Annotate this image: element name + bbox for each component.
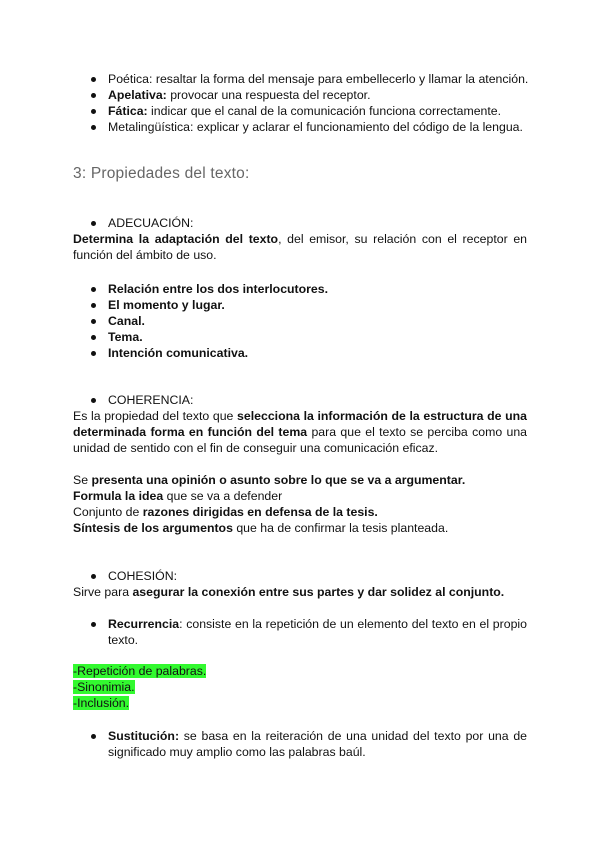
coherencia-line: Formula la idea que se va a defender [73,489,283,503]
list-item: Apelativa: provocar una respuesta del receptor. [108,88,371,102]
highlight-line: -Repetición de palabras. [73,664,207,678]
list-item: El momento y lugar. [108,298,225,312]
list-item: Intención comunicativa. [108,346,249,360]
section-heading: 3: Propiedades del texto: [73,165,250,182]
bullet [91,398,96,403]
list-item: Relación entre los dos interlocutores. [108,282,329,296]
bullet [91,734,96,739]
coherencia-line: Conjunto de razones dirigidas en defensa de la tesis. [73,505,378,519]
highlight-line: -Inclusión. [73,696,130,710]
list-item: Poética: resaltar la forma del mensaje para embellecerlo y llamar la atención. [108,72,529,86]
coherencia-line: Síntesis de los argumentos que ha de confirmar la tesis planteada. [73,521,449,535]
bullet [91,319,96,324]
bullet [91,351,96,356]
list-item: Tema. [108,330,143,344]
list-item: Canal. [108,314,145,328]
bullet [91,335,96,340]
adecuacion-definition: Determina la adaptación del texto, del emisor, su relación con el receptor en función del ámbito de uso. [73,232,528,262]
list-item: Fática: indicar que el canal de la comunicación funciona correctamente. [108,104,502,118]
list-item: Metalingüística: explicar y aclarar el funcionamiento del código de la lengua. [108,120,523,134]
bullet [91,221,96,226]
coherencia-line: Se presenta una opinión o asunto sobre lo que se va a argumentar. [73,473,466,487]
cohesion-paragraph: Sirve para asegurar la conexión entre sus partes y dar solidez al conjunto. [73,585,505,599]
bullet [91,622,96,627]
recurrencia-item: Recurrencia: consiste en la repetición de un elemento del texto en el propio texto. [108,617,527,647]
bullet [91,109,96,114]
coherencia-title: COHERENCIA: [108,393,194,407]
bullet [91,125,96,130]
bullet [91,574,96,579]
bullet [91,303,96,308]
sustitucion-item: Sustitución: se basa en la reiteración de una unidad del texto por una de significado muy amplio como las palabras baúl. [108,729,527,759]
bullet [91,287,96,292]
bullet [91,93,96,98]
adecuacion-title: ADECUACIÓN: [108,216,194,230]
highlight-line: -Sinonimia. [73,680,135,694]
coherencia-paragraph: Es la propiedad del texto que selecciona la información de la estructura de una determinada forma en función del tema para que el texto se perciba como una unidad de sentido con el fin de conseguir una comunicación eficaz. [73,409,527,455]
cohesion-title: COHESIÓN: [108,569,178,583]
bullet [91,77,96,82]
